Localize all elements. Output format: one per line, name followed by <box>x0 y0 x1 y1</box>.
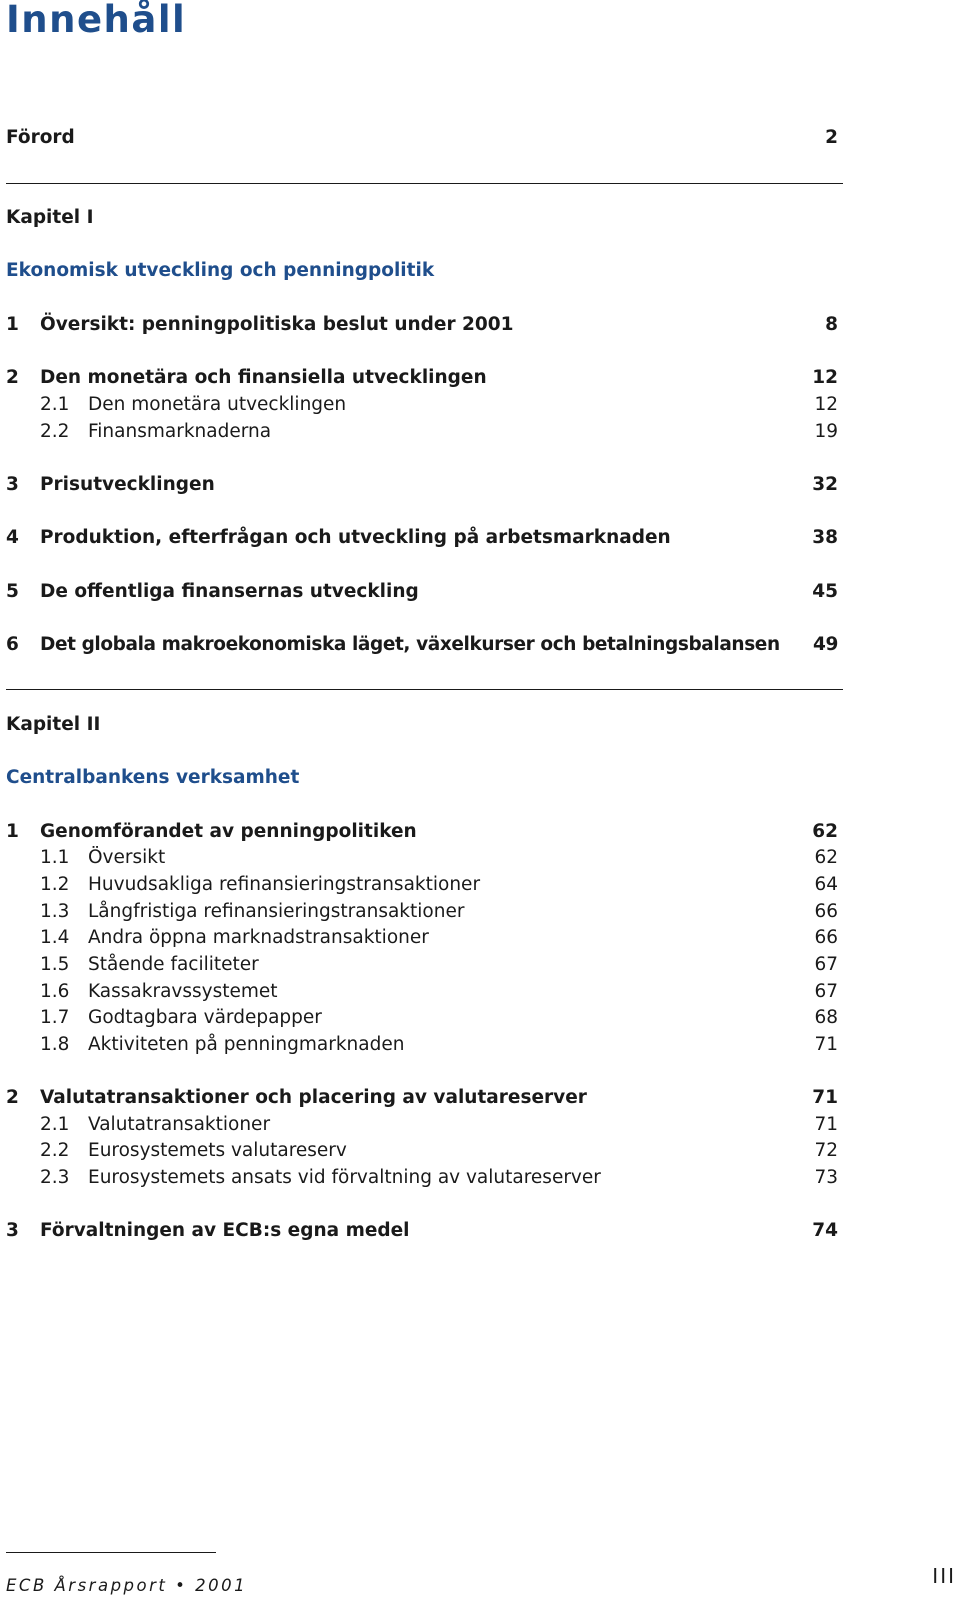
toc-entry-page: 66 <box>814 901 838 922</box>
toc-entry-number: 2.2 <box>40 1140 70 1161</box>
toc-entry-page: 74 <box>812 1220 838 1241</box>
toc-entry-page: 71 <box>814 1034 838 1055</box>
toc-entry-number: 3 <box>6 1220 19 1241</box>
toc-entry[interactable] <box>6 471 838 499</box>
toc-entry-page: 2 <box>825 127 838 148</box>
toc-entry-forord[interactable] <box>6 124 838 152</box>
toc-entry-title: Andra öppna marknadstransaktioner <box>88 927 429 948</box>
toc-entry-number: 1.5 <box>40 954 70 975</box>
toc-entry-label: Förord <box>6 127 75 148</box>
toc-subentry[interactable] <box>6 1031 838 1059</box>
toc-entry-number: 2 <box>6 1087 19 1108</box>
toc-entry-title: Långfristiga refinansieringstransaktioner <box>88 901 465 922</box>
toc-entry-page: 67 <box>814 981 838 1002</box>
toc-subentry[interactable] <box>6 1111 838 1139</box>
toc-entry-page: 64 <box>814 874 838 895</box>
chapter-label: Kapitel II <box>6 714 101 735</box>
toc-entry-number: 1.7 <box>40 1007 70 1028</box>
toc-entry-title: De offentliga finansernas utveckling <box>40 581 419 602</box>
toc-entry-title: Prisutvecklingen <box>40 474 215 495</box>
toc-entry-page: 8 <box>825 314 838 335</box>
toc-entry-title: Förvaltningen av ECB:s egna medel <box>40 1220 410 1241</box>
toc-entry-page: 71 <box>812 1087 838 1108</box>
chapter-heading: Centralbankens verksamhet <box>6 767 300 788</box>
toc-entry-number: 5 <box>6 581 19 602</box>
footer-page-number: III <box>932 1564 956 1588</box>
toc-subentry[interactable] <box>6 391 838 419</box>
toc-entry-page: 67 <box>814 954 838 975</box>
toc-entry[interactable] <box>6 364 838 392</box>
toc-entry-number: 2.1 <box>40 1114 70 1135</box>
toc-subentry[interactable] <box>6 951 838 979</box>
toc-subentry[interactable] <box>6 418 838 446</box>
chapter-heading: Ekonomisk utveckling och penningpolitik <box>6 260 435 281</box>
toc-entry-number: 6 <box>6 634 19 655</box>
toc-entry-page: 45 <box>812 581 838 602</box>
toc-entry-page: 73 <box>814 1167 838 1188</box>
toc-entry-title: Det globala makroekonomiska läget, växelkurser och betalningsbalansen <box>40 634 780 655</box>
toc-entry-page: 72 <box>814 1140 838 1161</box>
toc-entry-title: Valutatransaktioner <box>88 1114 271 1135</box>
toc-entry-title: Översikt <box>88 847 166 868</box>
toc-entry-page: 19 <box>814 421 838 442</box>
toc-entry[interactable] <box>6 578 838 606</box>
toc-entry-title: Den monetära utvecklingen <box>88 394 347 415</box>
toc-entry-title: Aktiviteten på penningmarknaden <box>88 1034 405 1055</box>
toc-entry-number: 1.4 <box>40 927 70 948</box>
toc-subentry[interactable] <box>6 1137 838 1165</box>
toc-entry[interactable] <box>6 818 838 846</box>
chapter-label: Kapitel I <box>6 207 94 228</box>
toc-entry-page: 71 <box>814 1114 838 1135</box>
toc-entry-page: 38 <box>812 527 838 548</box>
toc-entry[interactable] <box>6 1084 838 1112</box>
section-divider <box>6 183 843 184</box>
toc-entry-page: 66 <box>814 927 838 948</box>
toc-entry-title: Eurosystemets valutareserv <box>88 1140 347 1161</box>
toc-entry-page: 49 <box>813 634 838 655</box>
toc-entry-title: Den monetära och finansiella utvecklingen <box>40 367 487 388</box>
toc-entry[interactable] <box>6 631 838 659</box>
footer-divider <box>6 1552 216 1553</box>
page-title: Innehåll <box>6 0 187 41</box>
toc-entry-title: Huvudsakliga refinansieringstransaktioner <box>88 874 481 895</box>
toc-subentry[interactable] <box>6 1004 838 1032</box>
toc-entry-number: 1.3 <box>40 901 70 922</box>
section-divider <box>6 689 843 690</box>
toc-entry-number: 2.1 <box>40 394 70 415</box>
toc-entry-title: Översikt: penningpolitiska beslut under 2001 <box>40 314 514 335</box>
toc-entry-title: Godtagbara värdepapper <box>88 1007 322 1028</box>
toc-entry-number: 2.2 <box>40 421 70 442</box>
toc-entry-number: 4 <box>6 527 19 548</box>
toc-entry-title: Valutatransaktioner och placering av valutareserver <box>40 1087 587 1108</box>
toc-entry-title: Kassakravssystemet <box>88 981 278 1002</box>
toc-entry-number: 1 <box>6 314 19 335</box>
toc-entry-title: Produktion, efterfrågan och utveckling på arbetsmarknaden <box>40 527 671 548</box>
toc-subentry[interactable] <box>6 978 838 1006</box>
toc-entry-number: 2 <box>6 367 19 388</box>
toc-entry-page: 62 <box>814 847 838 868</box>
toc-subentry[interactable] <box>6 924 838 952</box>
toc-subentry[interactable] <box>6 1164 838 1192</box>
toc-entry-title: Finansmarknaderna <box>88 421 272 442</box>
toc-entry-page: 62 <box>812 821 838 842</box>
toc-subentry[interactable] <box>6 871 838 899</box>
toc-entry[interactable] <box>6 311 838 339</box>
toc-subentry[interactable] <box>6 844 838 872</box>
toc-entry-page: 32 <box>812 474 838 495</box>
toc-entry[interactable] <box>6 524 838 552</box>
toc-entry-number: 1.2 <box>40 874 70 895</box>
toc-entry-number: 1.8 <box>40 1034 70 1055</box>
toc-entry-title: Stående faciliteter <box>88 954 259 975</box>
toc-entry-number: 1.6 <box>40 981 70 1002</box>
toc-entry-number: 3 <box>6 474 19 495</box>
toc-entry-page: 68 <box>814 1007 838 1028</box>
toc-entry[interactable] <box>6 1217 838 1245</box>
toc-entry-number: 2.3 <box>40 1167 70 1188</box>
footer-publication: ECB Årsrapport • 2001 <box>6 1576 248 1595</box>
toc-entry-title: Genomförandet av penningpolitiken <box>40 821 417 842</box>
toc-entry-page: 12 <box>814 394 838 415</box>
toc-entry-title: Eurosystemets ansats vid förvaltning av valutareserver <box>88 1167 601 1188</box>
toc-entry-number: 1.1 <box>40 847 70 868</box>
toc-entry-page: 12 <box>812 367 838 388</box>
toc-subentry[interactable] <box>6 898 838 926</box>
toc-entry-number: 1 <box>6 821 19 842</box>
